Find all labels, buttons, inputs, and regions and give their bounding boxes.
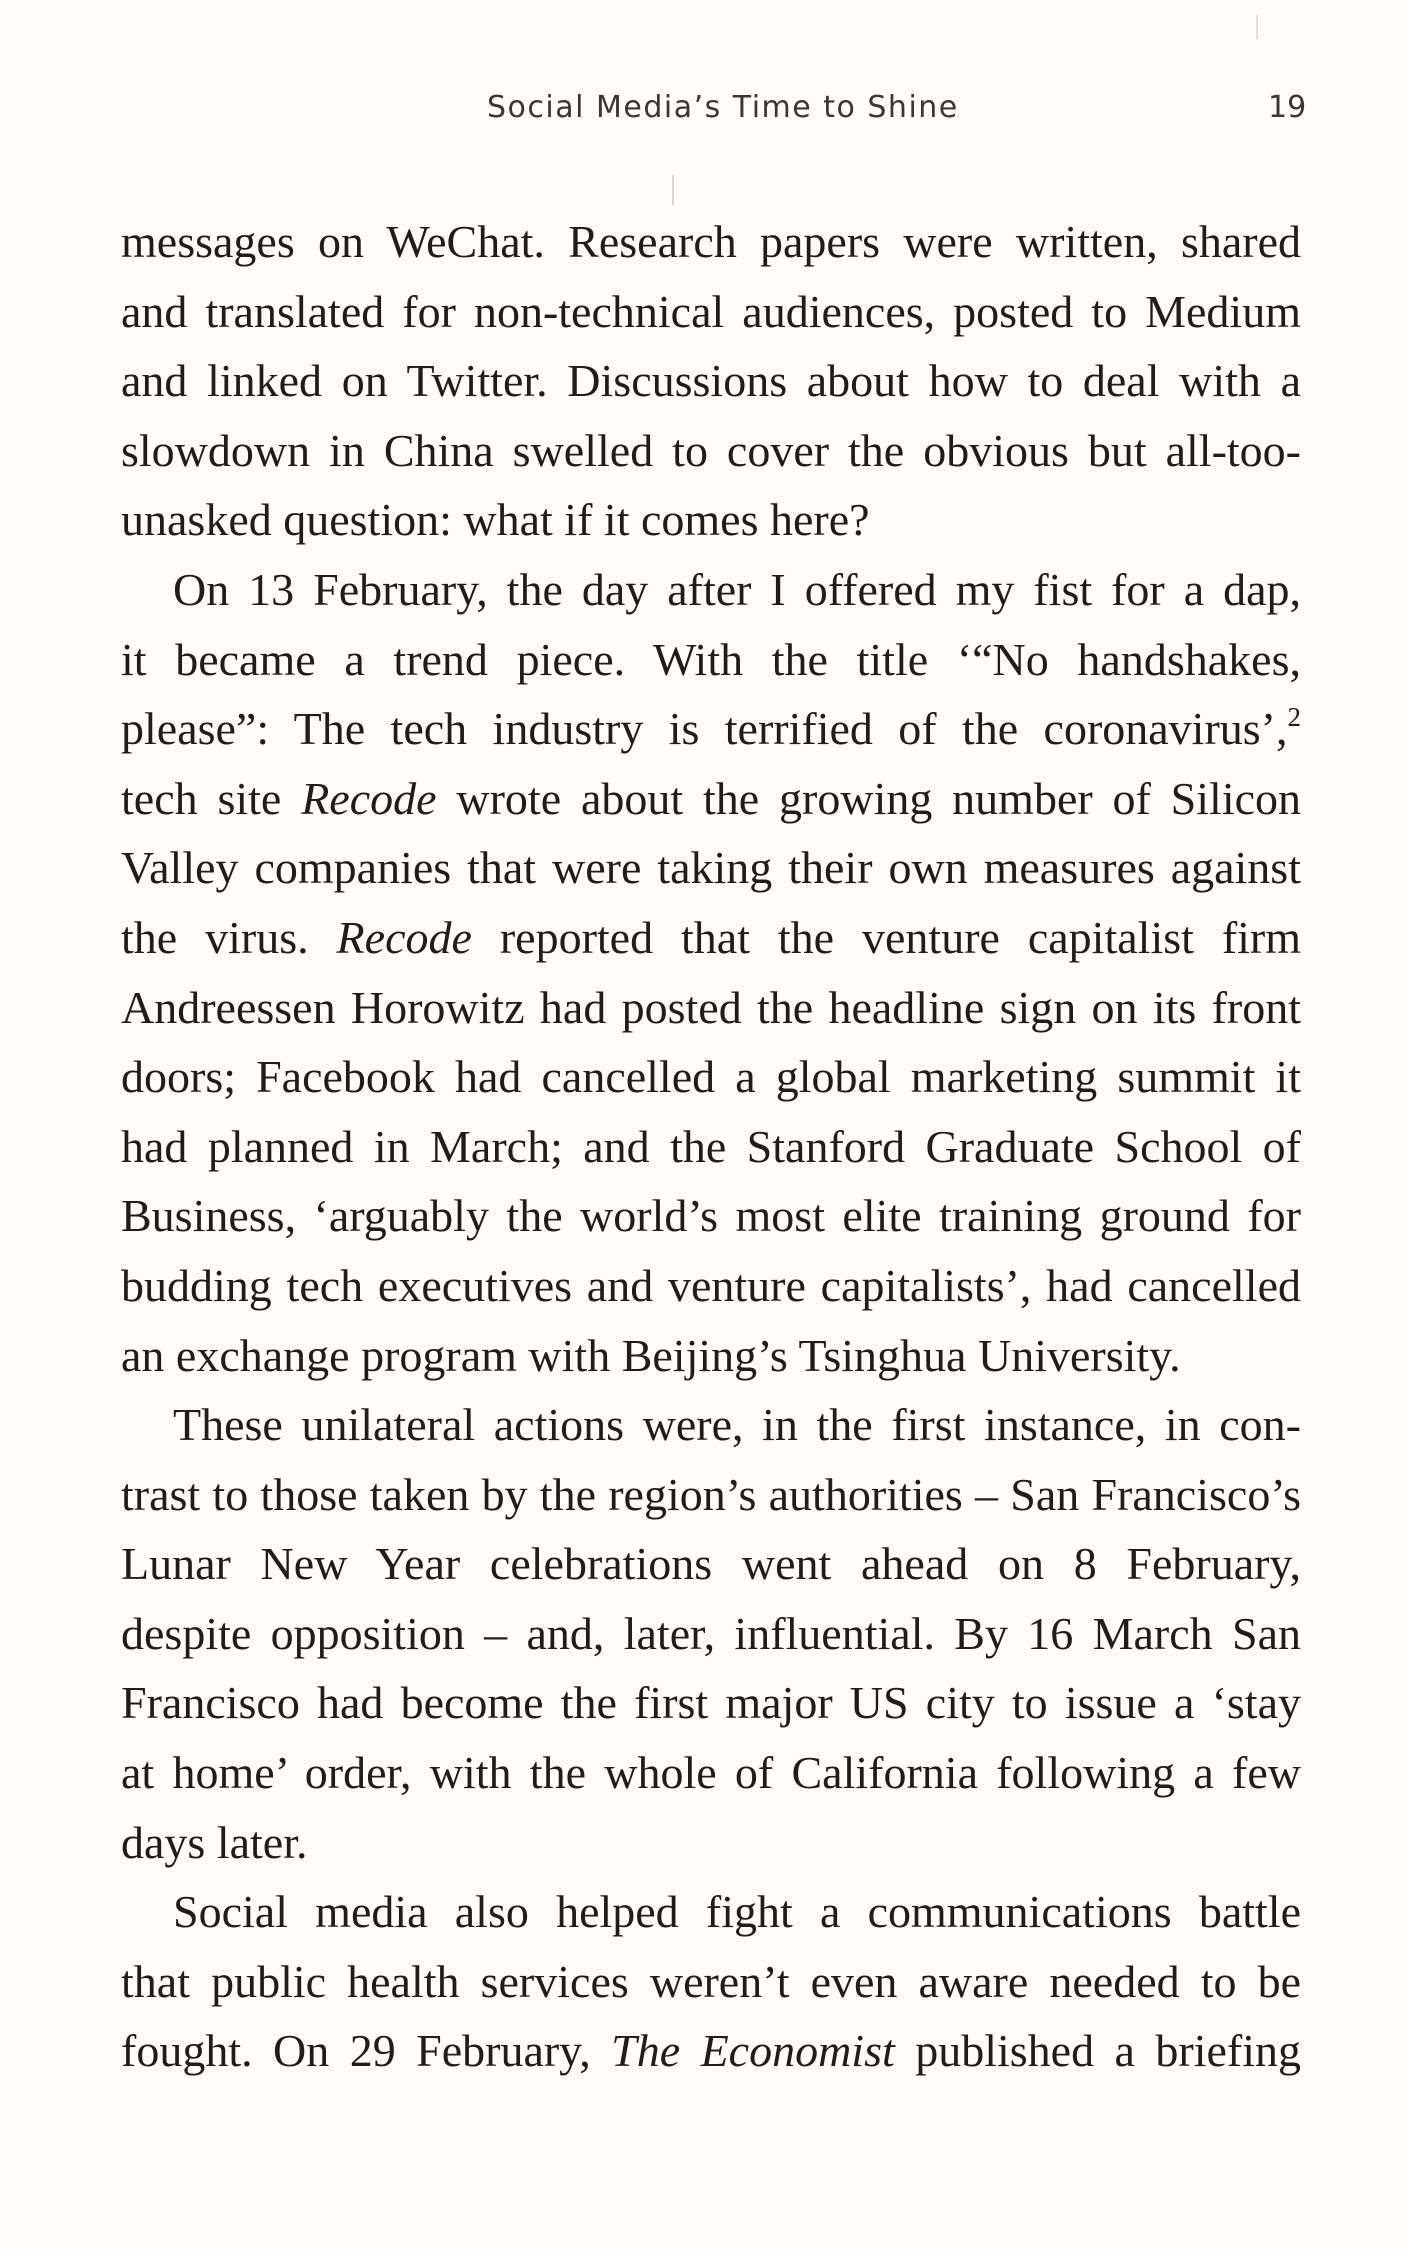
text-line: Francisco had become the first major US city to issue a ‘stay xyxy=(121,1677,1301,1729)
publication-name: Recode xyxy=(301,772,437,824)
text-line: despite opposition – and, later, influential. By 16 March San xyxy=(121,1607,1301,1659)
text-line: unasked question: what if it comes here? xyxy=(121,494,870,546)
text-segment: the virus. xyxy=(121,911,309,963)
text-segment: reported that the venture capitalist firm xyxy=(499,911,1302,963)
footnote-marker: 2 xyxy=(1287,702,1301,733)
page-number: 19 xyxy=(1268,90,1307,125)
text-line: and translated for non-technical audiences, posted to Medium xyxy=(121,285,1301,337)
text-line xyxy=(121,2016,1301,2086)
text-line: Social media also helped fight a communications battle xyxy=(173,1886,1301,1938)
text-line: Business, ‘arguably the world’s most elite training ground for xyxy=(121,1190,1301,1242)
text-line xyxy=(121,903,1301,973)
text-line: messages on WeChat. Research papers were written, shared xyxy=(121,216,1301,267)
running-title: Social Media’s Time to Shine xyxy=(487,90,959,125)
body-text xyxy=(121,207,1301,2086)
text-segment: wrote about the growing number of Silicon xyxy=(456,772,1302,824)
text-line: On 13 February, the day after I offered my fist for a dap, xyxy=(173,563,1301,615)
text-segment: please”: The tech industry is terrified of the coronavirus’, xyxy=(121,703,1288,755)
publication-name: Recode xyxy=(336,911,472,963)
text-line: Andreessen Horowitz had posted the headline sign on its front xyxy=(121,981,1301,1033)
text-line xyxy=(121,764,1301,834)
text-line: and linked on Twitter. Discussions about how to deal with a xyxy=(121,355,1301,407)
text-segment: published a briefing xyxy=(915,2025,1301,2077)
text-line: Lunar New Year celebrations went ahead on 8 February, xyxy=(121,1538,1301,1590)
text-line: trast to those taken by the region’s authorities – San Francisco’s xyxy=(121,1468,1301,1520)
running-head xyxy=(0,90,1406,130)
text-line: doors; Facebook had cancelled a global marketing summit it xyxy=(121,1051,1301,1103)
publication-name: The Economist xyxy=(611,2025,895,2077)
text-segment: tech site xyxy=(121,772,282,824)
scan-mark xyxy=(1256,15,1258,39)
text-line xyxy=(121,694,1301,764)
scan-mark xyxy=(672,175,674,205)
text-line: These unilateral actions were, in the first instance, in con- xyxy=(173,1399,1301,1451)
text-line: Valley companies that were taking their own measures against xyxy=(121,842,1301,894)
text-line: budding tech executives and venture capitalists’, had cancelled xyxy=(121,1259,1301,1311)
text-line: days later. xyxy=(121,1816,308,1868)
text-line: slowdown in China swelled to cover the obvious but all-too- xyxy=(121,424,1301,476)
text-line: had planned in March; and the Stanford Graduate School of xyxy=(121,1120,1301,1172)
text-line: that public health services weren’t even aware needed to be xyxy=(121,1955,1301,2007)
text-line: an exchange program with Beijing’s Tsinghua University. xyxy=(121,1329,1181,1381)
text-line: at home’ order, with the whole of California following a few xyxy=(121,1747,1301,1799)
text-segment: fought. On 29 February, xyxy=(121,2025,591,2077)
text-line: it became a trend piece. With the title ‘“No handshakes, xyxy=(121,633,1301,685)
